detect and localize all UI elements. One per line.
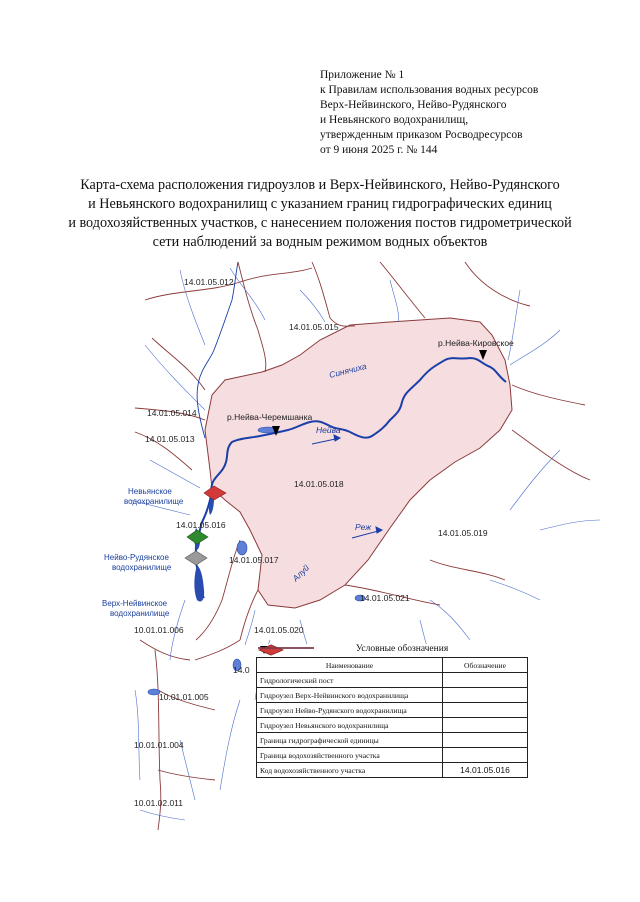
verkh-dam-diamond [185, 551, 207, 565]
label-neivo-reservoir: Нейво-Рудянское [104, 553, 169, 562]
legend-col-name: Наименование [257, 658, 443, 673]
legend-title: Условные обозначения [355, 644, 449, 654]
label-neivo-reservoir-2: водохранилище [112, 563, 172, 572]
label-verkh-reservoir: Верх-Нейвинское [102, 599, 168, 608]
label-river-rezh: Реж [355, 522, 372, 532]
code-10-01-01-004: 10.01.01.004 [134, 740, 184, 750]
label-post-cheremshanka: р.Нейва-Черемшанка [227, 412, 313, 422]
legend-label: Граница гидрографической единицы [257, 733, 443, 748]
map-legend [256, 644, 528, 778]
legend-row [257, 673, 528, 688]
legend-row [257, 688, 528, 703]
reservoir-shapes [194, 495, 214, 602]
water-area-boundary-line-icon [256, 644, 316, 652]
label-river-neiva: Нейва [316, 425, 341, 435]
code-14-01-05-013: 14.01.05.013 [145, 434, 195, 444]
legend-label: Гидроузел Верх-Нейвинского водохранилища [257, 688, 443, 703]
code-10-01-01-006: 10.01.01.006 [134, 625, 184, 635]
label-river-sinyachikha: Синячиха [328, 361, 368, 380]
code-14-01-05-018: 14.01.05.018 [294, 479, 344, 489]
code-10-01-01-005: 10.01.01.005 [159, 692, 209, 702]
legend-label: Гидрологический пост [257, 673, 443, 688]
code-14-0-partial: 14.0 [233, 665, 250, 675]
legend-row [257, 748, 528, 763]
label-verkh-reservoir-2: водохранилище [110, 609, 170, 618]
header-line: к Правилам использования водных ресурсов [320, 84, 539, 96]
legend-header-row [257, 658, 528, 673]
title-line: сети наблюдений за водным режимом водных объектов [152, 234, 488, 250]
code-10-01-02-011: 10.01.02.011 [134, 798, 183, 808]
label-nevyansk-reservoir-2: водохранилище [124, 497, 184, 506]
legend-row [257, 733, 528, 748]
code-14-01-05-012: 14.01.05.012 [184, 277, 234, 287]
code-14-01-05-017: 14.01.05.017 [229, 555, 279, 565]
label-post-kirovskoe: р.Нейва-Кировское [438, 338, 514, 348]
header-line: утвержденным приказом Росводресурсов [320, 129, 523, 141]
header-line: от 9 июня 2025 г. № 144 [320, 144, 438, 156]
verkh-reservoir-shape [194, 565, 204, 602]
header-line: и Невьянского водохранилищ, [320, 114, 469, 126]
legend-row [257, 718, 528, 733]
legend-label: Гидроузел Нейво-Рудянского водохранилища [257, 703, 443, 718]
legend-label: Гидроузел Невьянского водохранилища [257, 718, 443, 733]
legend-code-example: 14.01.05.016 [443, 763, 528, 778]
code-14-01-05-019: 14.01.05.019 [438, 528, 488, 538]
legend-table [256, 657, 528, 778]
title-line: Карта-схема расположения гидроузлов и Верх-Нейвинского, Нейво-Рудянского [80, 177, 560, 193]
code-14-01-05-020: 14.01.05.020 [254, 625, 304, 635]
neivo-dam-diamond [187, 530, 208, 544]
header-line: Верх-Нейвинского, Нейво-Рудянского [320, 99, 507, 111]
code-14-01-05-021: 14.01.05.021 [360, 593, 410, 603]
header-line: Приложение № 1 [320, 69, 405, 81]
code-14-01-05-016: 14.01.05.016 [176, 520, 226, 530]
label-river-aluy: Алуй [290, 562, 312, 584]
label-nevyansk-reservoir: Невьянское [128, 487, 172, 496]
legend-label: Код водохозяйственного участка [257, 763, 443, 778]
code-14-01-05-014: 14.01.05.014 [147, 408, 197, 418]
legend-col-symbol: Обозначение [443, 658, 528, 673]
title-line: и водохозяйственных участков, с нанесением положения постов гидрометрической [68, 215, 572, 231]
title-line: и Невьянского водохранилищ с указанием границ гидрографических единиц [88, 196, 552, 212]
code-14-01-05-015: 14.01.05.015 [289, 322, 339, 332]
legend-row [257, 703, 528, 718]
legend-row [257, 763, 528, 778]
legend-label: Граница водохозяйственного участка [257, 748, 443, 763]
